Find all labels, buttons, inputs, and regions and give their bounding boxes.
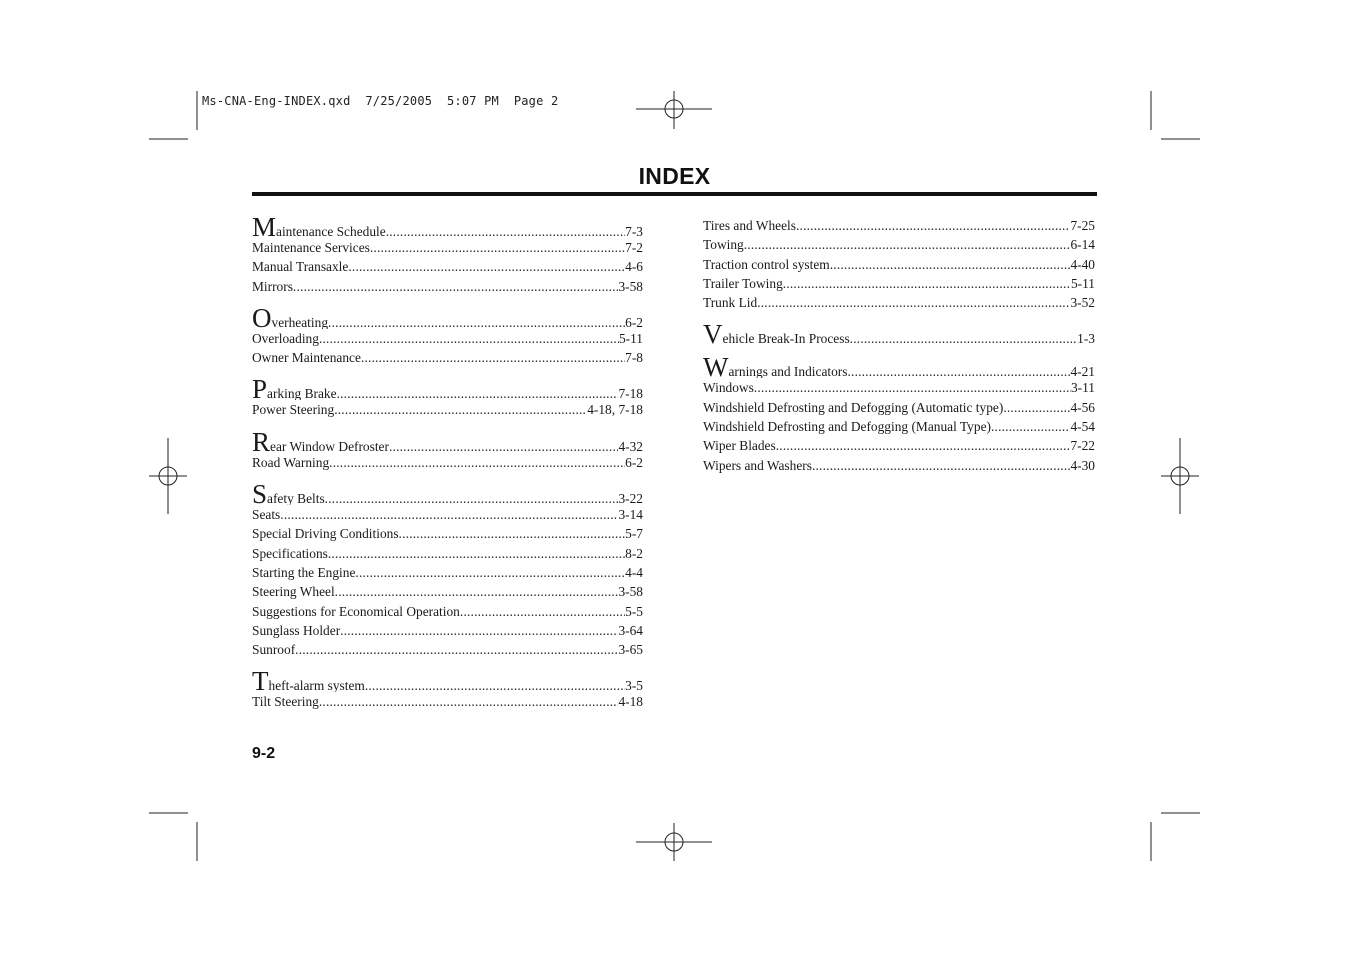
- index-entry: [252, 524, 643, 543]
- index-group: [252, 431, 643, 472]
- index-group: [703, 356, 1095, 474]
- index-entry-page: 7-2: [625, 240, 643, 255]
- index-group: [252, 378, 643, 419]
- file-slug: Ms-CNA-Eng-INDEX.qxd 7/25/2005 5:07 PM Page 2: [202, 94, 559, 108]
- dot-leader: [850, 328, 1077, 345]
- dot-leader: [796, 216, 1070, 235]
- index-entry-text: Manual Transaxle: [252, 259, 349, 275]
- index-entry: [703, 436, 1095, 455]
- index-entry-page: 5-11: [618, 330, 643, 346]
- dot-leader: [325, 488, 619, 505]
- index-entry-text: arking Brake: [267, 386, 337, 401]
- index-entry-text: Windows: [703, 380, 754, 396]
- index-entry-page: 4-4: [625, 564, 643, 580]
- index-letter: R: [252, 430, 271, 453]
- index-entry-text: Road Warning: [252, 454, 330, 470]
- index-entry-text: ehicle Break-In Process: [722, 331, 850, 346]
- index-entry-page: 4-54: [1070, 419, 1095, 435]
- registration-mark-left: [149, 438, 187, 514]
- dot-leader: [812, 456, 1071, 475]
- index-entry: [252, 621, 643, 640]
- dot-leader: [1003, 398, 1070, 417]
- index-entry-page: 4-18: [618, 694, 643, 710]
- registration-mark-right: [1161, 438, 1199, 514]
- index-entry: [252, 602, 643, 621]
- index-entry-text: Owner Maintenance: [252, 350, 361, 366]
- index-entry-text: Sunroof: [252, 642, 296, 658]
- index-entry-page: 4-32: [618, 438, 643, 453]
- dot-leader: [328, 544, 625, 563]
- index-entry-text: heft-alarm system: [268, 678, 365, 693]
- dot-leader: [361, 348, 625, 367]
- index-entry-text: Starting the Engine: [252, 564, 356, 580]
- index-entry: [252, 216, 643, 238]
- index-entry-page: 4-56: [1070, 399, 1095, 415]
- index-letter: S: [252, 483, 268, 506]
- index-column-right: [703, 216, 1095, 486]
- index-entry: [703, 235, 1095, 254]
- index-entry: [703, 323, 1095, 345]
- index-entry: [252, 505, 643, 524]
- registration-mark-bottom: [636, 823, 712, 861]
- dot-leader: [757, 293, 1070, 312]
- index-column-left: [252, 216, 643, 723]
- dot-leader: [334, 400, 587, 419]
- index-entry-page: 7-22: [1070, 438, 1095, 454]
- index-entry-page: 6-2: [625, 314, 643, 329]
- index-group: [252, 307, 643, 368]
- dot-leader: [293, 277, 619, 296]
- dot-leader: [991, 417, 1070, 436]
- index-entry-page: 3-58: [618, 584, 643, 600]
- index-entry: [252, 640, 643, 659]
- dot-leader: [319, 329, 619, 348]
- index-entry: [703, 293, 1095, 312]
- index-entry-page: 4-21: [1070, 364, 1095, 379]
- dot-leader: [329, 453, 625, 472]
- index-entry-text: verheating: [271, 314, 329, 329]
- index-group: [252, 216, 643, 296]
- index-entry-page: 3-58: [618, 278, 643, 294]
- index-entry-text: Maintenance Services: [252, 240, 370, 255]
- registration-mark-top: [636, 91, 712, 129]
- dot-leader: [355, 563, 625, 582]
- page-number: 9-2: [252, 745, 276, 762]
- index-entry: [703, 456, 1095, 475]
- index-entry: [252, 400, 643, 419]
- index-entry-text: Power Steering: [252, 402, 335, 418]
- dot-leader: [295, 640, 618, 659]
- index-entry-page: 3-5: [625, 678, 643, 693]
- index-entry: [252, 378, 643, 400]
- index-entry: [252, 453, 643, 472]
- dot-leader: [744, 235, 1071, 254]
- index-entry-text: Special Driving Conditions: [252, 526, 399, 542]
- index-entry-page: 8-2: [625, 545, 643, 561]
- dot-leader: [386, 221, 625, 238]
- index-entry-page: 5-11: [1070, 275, 1095, 291]
- index-letter: V: [703, 323, 723, 346]
- dot-leader: [370, 238, 625, 257]
- index-entry-text: Windshield Defrosting and Defogging (Manual Type): [703, 419, 991, 435]
- index-entry: [703, 356, 1095, 378]
- index-group: [252, 670, 643, 711]
- index-entry-page: 7-8: [625, 350, 643, 366]
- index-entry-text: ear Window Defroster: [270, 438, 389, 453]
- index-entry-text: Towing: [703, 237, 744, 253]
- index-entry-text: afety Belts: [267, 491, 325, 506]
- index-entry: [703, 378, 1095, 397]
- index-entry-text: Windshield Defrosting and Defogging (Automatic type): [703, 399, 1004, 415]
- index-entry-text: Suggestions for Economical Operation: [252, 603, 460, 619]
- index-entry-text: Specifications: [252, 545, 328, 561]
- index-entry-page: 5-5: [625, 603, 643, 619]
- dot-leader: [389, 436, 618, 453]
- index-entry: [703, 274, 1095, 293]
- dot-leader: [328, 312, 625, 329]
- index-letter: O: [252, 306, 272, 329]
- index-entry-page: 6-14: [1070, 237, 1095, 253]
- index-entry-page: 4-40: [1070, 256, 1095, 272]
- index-entry: [252, 483, 643, 505]
- dot-leader: [348, 257, 625, 276]
- page-title: INDEX: [638, 163, 711, 189]
- index-letter: M: [252, 216, 277, 238]
- dot-leader: [776, 436, 1071, 455]
- dot-leader: [337, 383, 619, 400]
- index-entry-page: 3-52: [1070, 295, 1095, 311]
- index-entry-text: Trailer Towing: [703, 275, 783, 291]
- dot-leader: [460, 602, 625, 621]
- dot-leader: [783, 274, 1071, 293]
- index-entry: [703, 255, 1095, 274]
- index-letter: P: [252, 378, 268, 401]
- index-entry: [252, 670, 643, 692]
- dot-leader: [319, 692, 619, 711]
- index-entry: [252, 277, 643, 296]
- index-entry-page: 3-22: [618, 491, 643, 506]
- dot-leader: [365, 675, 625, 692]
- dot-leader: [340, 621, 618, 640]
- index-entry-text: Seats: [252, 507, 281, 523]
- dot-leader: [335, 582, 619, 601]
- index-entry-page: 4-30: [1070, 457, 1095, 473]
- index-entry-text: Tilt Steering: [252, 694, 319, 710]
- index-entry: [252, 563, 643, 582]
- index-entry-page: 4-18, 7-18: [587, 402, 643, 418]
- index-group: [703, 323, 1095, 345]
- index-entry: [703, 398, 1095, 417]
- index-entry-page: 7-25: [1070, 218, 1095, 233]
- index-letter: T: [252, 670, 269, 693]
- index-entry-page: 3-11: [1070, 380, 1095, 396]
- index-entry-page: 3-65: [618, 642, 643, 658]
- dot-leader: [754, 378, 1071, 397]
- index-entry-page: 3-64: [618, 622, 643, 638]
- index-letter: W: [703, 356, 729, 379]
- dot-leader: [830, 255, 1071, 274]
- index-entry-page: 7-3: [625, 224, 643, 238]
- index-entry-text: Steering Wheel: [252, 584, 335, 600]
- index-entry-page: 7-18: [618, 386, 643, 401]
- index-entry: [252, 544, 643, 563]
- dot-leader: [280, 505, 618, 524]
- index-entry: [252, 348, 643, 367]
- index-entry-text: Trunk Lid: [703, 295, 758, 311]
- index-entry-page: 1-3: [1077, 331, 1095, 346]
- index-entry: [252, 692, 643, 711]
- index-entry: [703, 417, 1095, 436]
- index-entry: [252, 238, 643, 257]
- title-rule: [252, 192, 1097, 196]
- index-entry-text: aintenance Schedule: [276, 224, 386, 238]
- index-entry-page: 3-14: [618, 507, 643, 523]
- index-entry-page: 4-6: [625, 259, 643, 275]
- index-entry-text: Sunglass Holder: [252, 622, 341, 638]
- dot-leader: [399, 524, 626, 543]
- dot-leader: [847, 361, 1070, 378]
- index-entry: [252, 431, 643, 453]
- index-entry: [252, 329, 643, 348]
- index-entry-text: Tires and Wheels: [703, 218, 796, 233]
- index-group: [252, 483, 643, 659]
- index-entry-text: Wipers and Washers: [703, 457, 812, 473]
- index-entry-text: Mirrors: [252, 278, 293, 294]
- index-entry: [252, 582, 643, 601]
- index-entry: [252, 257, 643, 276]
- index-entry-text: Overloading: [252, 330, 319, 346]
- index-entry-text: arnings and Indicators: [728, 364, 848, 379]
- index-group: [703, 216, 1095, 312]
- index-entry-page: 6-2: [625, 454, 643, 470]
- index-entry-text: Traction control system: [703, 256, 830, 272]
- index-entry: [703, 216, 1095, 235]
- index-entry: [252, 307, 643, 329]
- index-entry-text: Wiper Blades: [703, 438, 776, 454]
- index-entry-page: 5-7: [625, 526, 643, 542]
